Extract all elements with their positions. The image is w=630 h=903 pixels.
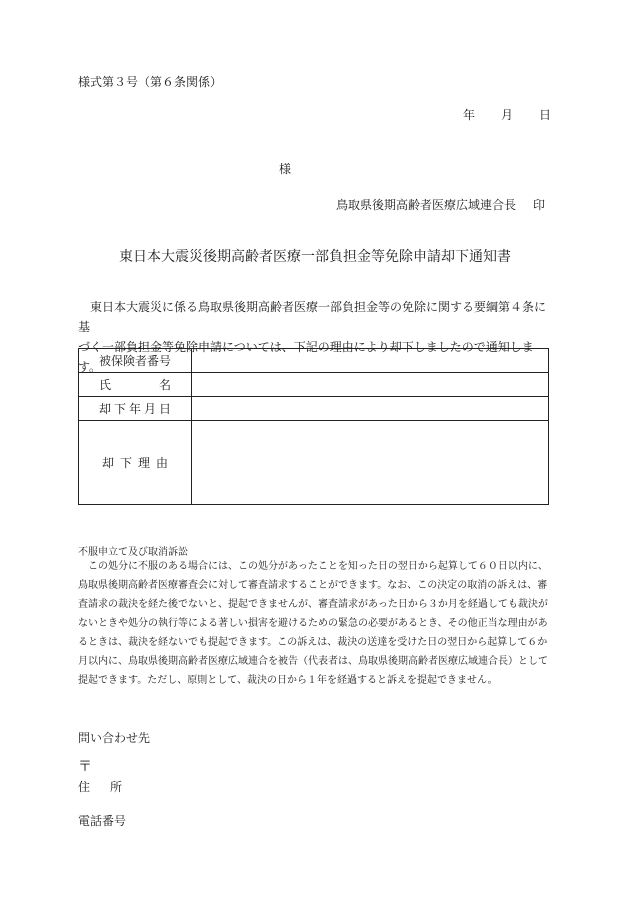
appeal-line: 提起できます。ただし、原則として、裁決の日から１年を経過すると訴えを提起できません。 — [78, 675, 498, 686]
rejection-date-field — [192, 397, 549, 421]
appeal-line: 月以内に、鳥取県後期高齢者医療広域連合を被告（代表者は、鳥取県後期高齢者医療広域連合長）として — [78, 656, 548, 667]
date-day-label: 日 — [539, 108, 552, 122]
contact-heading: 問い合わせ先 — [78, 731, 151, 745]
table-row — [79, 373, 549, 397]
address-label — [78, 778, 122, 795]
address-label-char: 所 — [110, 780, 123, 794]
appeal-heading: 不服申立て及び取消訴訟 — [78, 547, 188, 558]
rejection-reason-label: 却下理由 — [79, 421, 192, 505]
name-field — [192, 373, 549, 397]
rejection-reason-field — [192, 421, 549, 505]
seal-mark: 印 — [533, 198, 546, 212]
date-year-label: 年 — [463, 108, 476, 122]
appeal-paragraph — [78, 557, 550, 690]
date-line — [463, 106, 551, 123]
table-row — [79, 421, 549, 505]
appeal-line: るときは、裁決を経ないでも提起できます。この訴えは、裁決の送達を受けた日の翌日から起算して６か — [78, 637, 548, 648]
recipient-suffix: 様 — [279, 162, 292, 176]
insured-number-field — [192, 349, 549, 373]
intro-line: づく一部負担金等免除申請については、下記の理由により却下しましたので通知します。 — [78, 340, 534, 374]
info-table — [78, 348, 549, 505]
rejection-date-label: 却下年月日 — [79, 397, 192, 421]
table-row — [79, 397, 549, 421]
phone-label: 電話番号 — [78, 814, 127, 828]
table-row — [79, 349, 549, 373]
appeal-line: 査請求の裁決を経た後でないと、提起できませんが、審査請求があった日から３か月を経過しても裁決が — [78, 599, 548, 610]
name-label: 氏名 — [79, 373, 192, 397]
address-label-char: 住 — [78, 780, 91, 794]
appeal-line: この処分に不服のある場合には、この処分があったことを知った日の翌日から起算して６０日以内に、 — [88, 561, 548, 572]
intro-line: 東日本大震災に係る鳥取県後期高齢者医療一部負担金等の免除に関する要綱第４条に基 — [78, 300, 547, 334]
date-month-label: 月 — [501, 108, 514, 122]
postal-mark: 〒 — [78, 759, 92, 775]
form-number: 様式第３号（第６条関係） — [78, 75, 223, 89]
document-title: 東日本大震災後期高齢者医療一部負担金等免除申請却下通知書 — [119, 249, 511, 265]
appeal-line: ないときや処分の執行等による著しい損害を避けるための緊急の必要があるとき、その他正当な理由があ — [78, 618, 548, 629]
issuer-name: 鳥取県後期高齢者医療広域連合長 — [336, 198, 517, 212]
insured-number-label: 被保険者番号 — [79, 349, 192, 373]
appeal-line: 鳥取県後期高齢者医療審査会に対して審査請求することができます。なお、この決定の取消の訴えは、審 — [78, 580, 548, 591]
